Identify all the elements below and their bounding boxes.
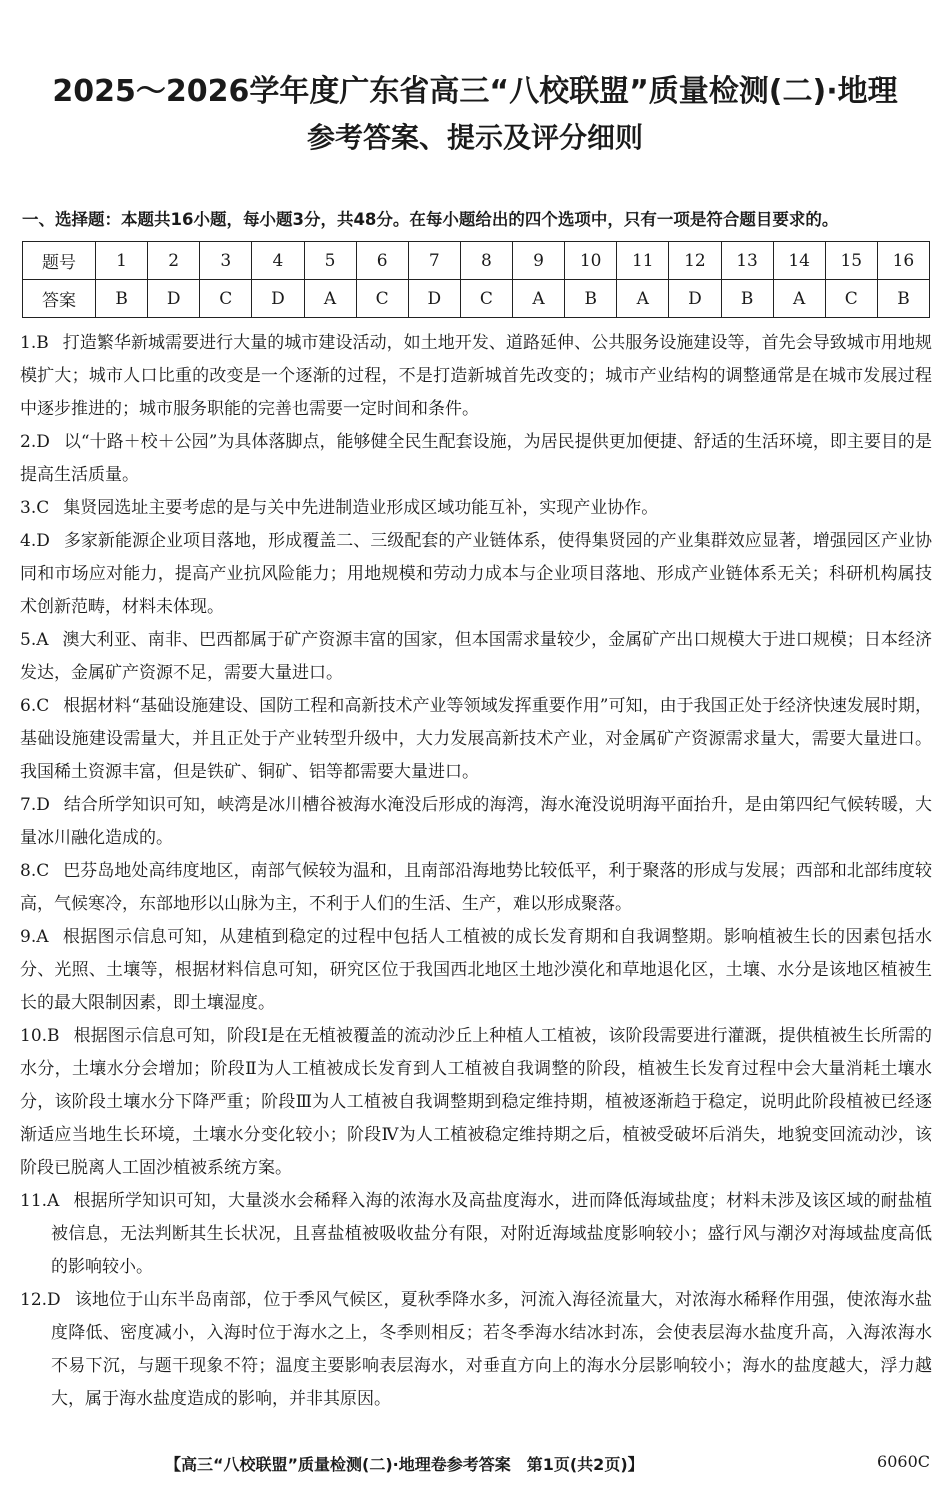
answer-cell: B: [721, 280, 773, 318]
explanation-item: [20, 525, 932, 624]
section-heading: 一、选择题：本题共16小题，每小题3分，共48分。在每小题给出的四个选项中，只有一项是符合题目要求的。: [22, 210, 839, 229]
item-text: 根据所学知识可知，大量淡水会稀释入海的浓海水及高盐度海水，进而降低海域盐度；材料未涉及该区域的耐盐植被信息，无法判断其生长状况，且喜盐植被吸收盐分有限，对附近海域盐度影响较小；盛行风与潮汐对海域盐度高低的影响较小。: [51, 1191, 932, 1277]
item-number: 3.C: [20, 498, 50, 518]
explanation-item: [20, 492, 932, 525]
footer-caption: 【高三“八校联盟”质量检测(二)·地理卷参考答案 第1页(共2页)】: [165, 1455, 644, 1474]
question-number: 13: [721, 242, 773, 280]
item-number: 2.D: [20, 432, 50, 452]
explanation-list: [20, 327, 932, 1416]
question-number-row: [23, 242, 930, 280]
item-text: 结合所学知识可知，峡湾是冰川槽谷被海水淹没后形成的海湾，海水淹没说明海平面抬升，是由第四纪气候转暖，大量冰川融化造成的。: [20, 795, 932, 848]
item-text: 根据图示信息可知，阶段Ⅰ是在无植被覆盖的流动沙丘上种植人工植被，该阶段需要进行灌溉，提供植被生长所需的水分，土壤水分会增加；阶段Ⅱ为人工植被成长发育到人工植被自我调整的阶段，植被生长发育过程中会大量消耗土壤水分，该阶段土壤水分下降严重；阶段Ⅲ为人工植被自我调整期到稳定维持期，植被逐渐趋于稳定，说明此阶段植被已经逐渐适应当地生长环境，土壤水分变化较小；阶段Ⅳ为人工植被稳定维持期之后，植被受破坏后消失，地貌变回流动沙，该阶段已脱离人工固沙植被系统方案。: [20, 1026, 932, 1178]
item-number: 12.D: [20, 1290, 61, 1310]
page-footer: [0, 1452, 950, 1476]
item-number: 10.B: [20, 1026, 60, 1046]
question-number: 9: [513, 242, 565, 280]
explanation-item: [20, 789, 932, 855]
question-number: 10: [565, 242, 617, 280]
item-number: 4.D: [20, 531, 50, 551]
item-text: 多家新能源企业项目落地，形成覆盖二、三级配套的产业链体系，使得集贤园的产业集群效应显著，增强园区产业协同和市场应对能力，提高产业抗风险能力；用地规模和劳动力成本与企业项目落地、形成产业链体系无关；科研机构属技术创新范畴，材料未体现。: [20, 531, 932, 617]
answer-cell: A: [513, 280, 565, 318]
answer-row: [23, 280, 930, 318]
question-number: 2: [148, 242, 200, 280]
item-text: 以“十路＋校＋公园”为具体落脚点，能够健全民生配套设施，为居民提供更加便捷、舒适的生活环境，即主要目的是提高生活质量。: [20, 432, 932, 485]
item-text: 集贤园选址主要考虑的是与关中先进制造业形成区域功能互补，实现产业协作。: [63, 498, 659, 518]
explanation-item: [20, 690, 932, 789]
answer-cell: C: [200, 280, 252, 318]
explanation-item: [20, 1284, 932, 1416]
item-number: 8.C: [20, 861, 50, 881]
question-number: 3: [200, 242, 252, 280]
item-number: 1.B: [20, 333, 49, 353]
answer-cell: D: [669, 280, 721, 318]
question-number: 1: [96, 242, 148, 280]
answer-cell: A: [617, 280, 669, 318]
item-text: 澳大利亚、南非、巴西都属于矿产资源丰富的国家，但本国需求量较少，金属矿产出口规模大于进口规模；日本经济发达，金属矿产资源不足，需要大量进口。: [20, 630, 932, 683]
document-title: 2025～2026学年度广东省高三“八校联盟”质量检测(二)·地理: [52, 74, 898, 109]
item-text: 打造繁华新城需要进行大量的城市建设活动，如土地开发、道路延伸、公共服务设施建设等，首先会导致城市用地规模扩大；城市人口比重的改变是一个逐渐的过程，不是打造新城首先改变的；城市产业结构的调整通常是在城市发展过程中逐步推进的；城市服务职能的完善也需要一定时间和条件。: [20, 333, 932, 419]
item-number: 5.A: [20, 630, 49, 650]
answer-label: 答案: [23, 280, 96, 318]
explanation-item: [20, 624, 932, 690]
question-number: 15: [825, 242, 877, 280]
question-number: 8: [460, 242, 512, 280]
question-number: 7: [408, 242, 460, 280]
document-code: 6060C: [877, 1452, 930, 1471]
explanation-item: [20, 1185, 932, 1284]
answer-cell: D: [408, 280, 460, 318]
document-subtitle: 参考答案、提示及评分细则: [306, 121, 643, 154]
answer-cell: A: [304, 280, 356, 318]
answer-cell: C: [825, 280, 877, 318]
item-text: 根据材料“基础设施建设、国防工程和高新技术产业等领域发挥重要作用”可知，由于我国正处于经济快速发展时期，基础设施建设需量大，并且正处于产业转型升级中，大力发展高新技术产业，对金属矿产资源需求量大，需要大量进口。我国稀土资源丰富，但是铁矿、铜矿、铝等都需要大量进口。: [20, 696, 932, 782]
item-number: 6.C: [20, 696, 50, 716]
explanation-item: [20, 1020, 932, 1185]
question-number: 6: [356, 242, 408, 280]
question-number: 5: [304, 242, 356, 280]
answer-cell: B: [877, 280, 929, 318]
answer-cell: D: [148, 280, 200, 318]
explanation-item: [20, 426, 932, 492]
answer-cell: D: [252, 280, 304, 318]
question-number-label: 题号: [23, 242, 96, 280]
answer-cell: B: [96, 280, 148, 318]
answer-table: [22, 241, 930, 318]
question-number: 11: [617, 242, 669, 280]
answer-cell: C: [356, 280, 408, 318]
explanation-item: [20, 327, 932, 426]
answer-cell: C: [460, 280, 512, 318]
question-number: 16: [877, 242, 929, 280]
item-text: 根据图示信息可知，从建植到稳定的过程中包括人工植被的成长发育期和自我调整期。影响植被生长的因素包括水分、光照、土壤等，根据材料信息可知，研究区位于我国西北地区土地沙漠化和草地退化区，土壤、水分是该地区植被生长的最大限制因素，即土壤湿度。: [20, 927, 932, 1013]
explanation-item: [20, 855, 932, 921]
question-number: 4: [252, 242, 304, 280]
item-number: 7.D: [20, 795, 50, 815]
explanation-item: [20, 921, 932, 1020]
answer-cell: A: [773, 280, 825, 318]
item-text: 该地位于山东半岛南部，位于季风气候区，夏秋季降水多，河流入海径流量大，对浓海水稀释作用强，使浓海水盐度降低、密度减小，入海时位于海水之上，冬季则相反；若冬季海水结冰封冻，会使表层海水盐度升高，入海浓海水不易下沉，与题干现象不符；温度主要影响表层海水，对垂直方向上的海水分层影响较小；海水的盐度越大，浮力越大，属于海水盐度造成的影响，并非其原因。: [51, 1290, 932, 1409]
question-number: 14: [773, 242, 825, 280]
item-number: 9.A: [20, 927, 49, 947]
question-number: 12: [669, 242, 721, 280]
item-text: 巴芬岛地处高纬度地区，南部气候较为温和，且南部沿海地势比较低平，利于聚落的形成与发展；西部和北部纬度较高，气候寒冷，东部地形以山脉为主，不利于人们的生活、生产，难以形成聚落。: [20, 861, 932, 914]
item-number: 11.A: [20, 1191, 60, 1211]
answer-cell: B: [565, 280, 617, 318]
